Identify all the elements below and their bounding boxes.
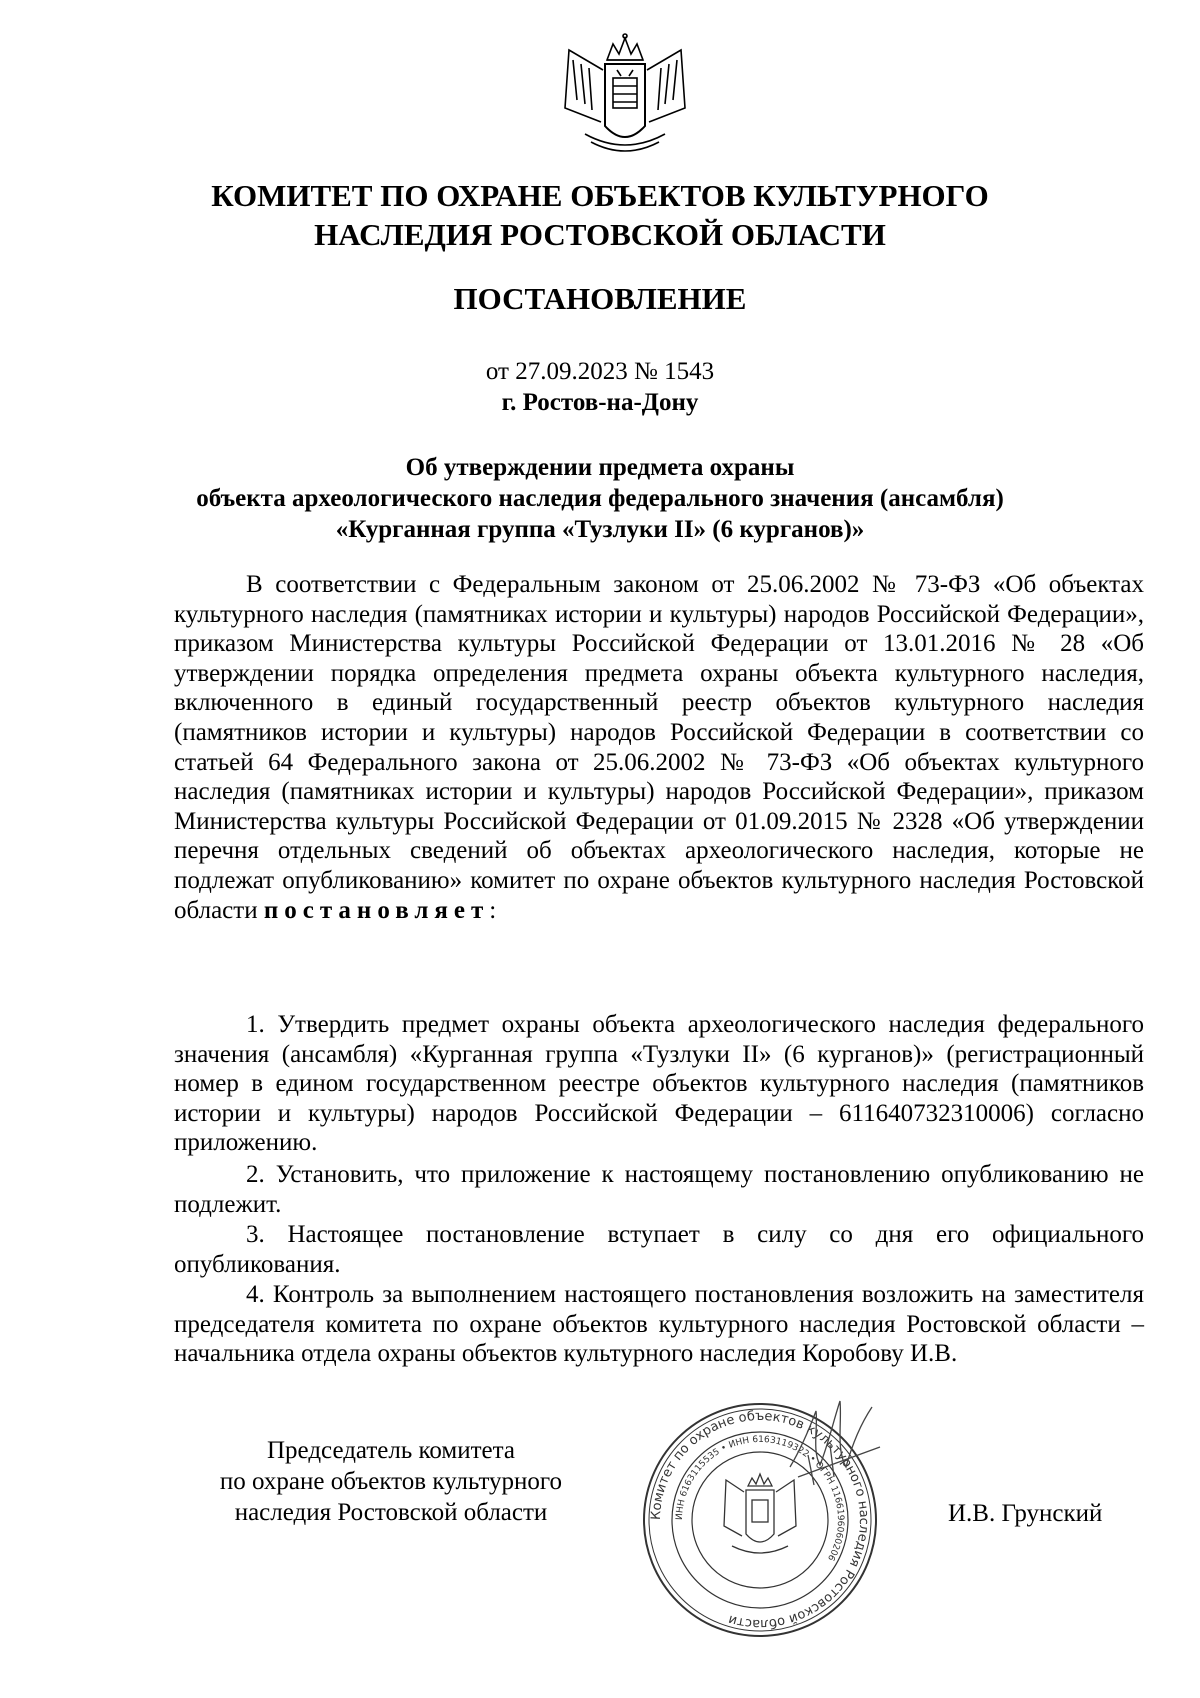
coat-of-arms-emblem (555, 30, 695, 160)
subject-line3: «Курганная группа «Тузлуки II» (6 курганов)» (335, 516, 865, 543)
preamble-paragraph (174, 570, 1144, 925)
decree-colon: : (489, 896, 497, 924)
organization-name-line1: КОМИТЕТ ПО ОХРАНЕ ОБЪЕКТОВ КУЛЬТУРНОГО (211, 178, 989, 213)
stamp-inner-text: ИНН 6163115535 • ИНН 6163119322 • ОГРН 1166196060206 (674, 1434, 846, 1563)
decree-word: постановляет (263, 896, 490, 924)
subject-line1: Об утверждении предмета охраны (405, 454, 795, 481)
item-2: 2. Установить, что приложение к настоящему постановлению опубликованию не подлежит. (174, 1161, 1144, 1218)
document-city: г. Ростов-на-Дону (501, 389, 699, 416)
document-subject (0, 452, 1200, 545)
document-date-number: от 27.09.2023 № 1543 (485, 358, 715, 385)
item-4: 4. Контроль за выполнением настоящего постановления возложить на заместителя председателя комитета по охране объектов культурного наследия Ростовской области – начальника отдела охраны объектов культурного наследия Коробову И.В. (174, 1281, 1144, 1368)
handwritten-signature (780, 1385, 890, 1495)
item-3: 3. Настоящее постановление вступает в силу со дня его официального опубликования. (174, 1221, 1144, 1278)
preamble-text: В соответствии с Федеральным законом от 25.06.2002 № 73-ФЗ «Об объектах культурного наследия (памятниках истории и культуры) народов Российской Федерации», приказом Министерства культуры Российской Федерации от 13.01.2016 № 28 «Об утверждении порядка определения предмета охраны объекта культурного наследия, включенного в единый государственный реестр объектов культурного наследия (памятников истории и культуры) народов Российской Федерации в соответствии со статьей 64 Федерального закона от 25.06.2002 № 73-ФЗ «Об объектах культурного наследия (памятниках истории и культуры) народов Российской Федерации», приказом Министерства культуры Российской Федерации от 01.09.2015 № 2328 «Об утверждении перечня отдельных сведений об объектах археологического наследия, которые не подлежат опубликованию» комитет по охране объектов культурного наследия Ростовской области (174, 571, 1144, 924)
subject-line2: объекта археологического наследия федерального значения (ансамбля) (196, 485, 1004, 512)
signatory-title (186, 1435, 596, 1528)
organization-name (0, 176, 1200, 254)
signatory-title-line2: по охране объектов культурного (219, 1468, 563, 1495)
item-1: 1. Утвердить предмет охраны объекта археологического наследия федерального значения (ансамбля) «Курганная группа «Тузлуки II» (6 курганов)» (регистрационный номер в едином государственном реестре объектов культурного наследия (памятников истории и культуры) народов Российской Федерации – 611640732310006) согласно приложению. (174, 1011, 1144, 1157)
stamp-outer-text: Комитет по охране объектов культурного наследия Ростовской области (648, 1408, 872, 1632)
signatory-title-line3: наследия Ростовской области (234, 1499, 548, 1526)
document-type: ПОСТАНОВЛЕНИЕ (453, 281, 747, 316)
signatory-name: И.В. Грунский (948, 1500, 1103, 1527)
organization-name-line2: НАСЛЕДИЯ РОСТОВСКОЙ ОБЛАСТИ (314, 217, 886, 252)
signatory-title-line1: Председатель комитета (267, 1437, 515, 1464)
